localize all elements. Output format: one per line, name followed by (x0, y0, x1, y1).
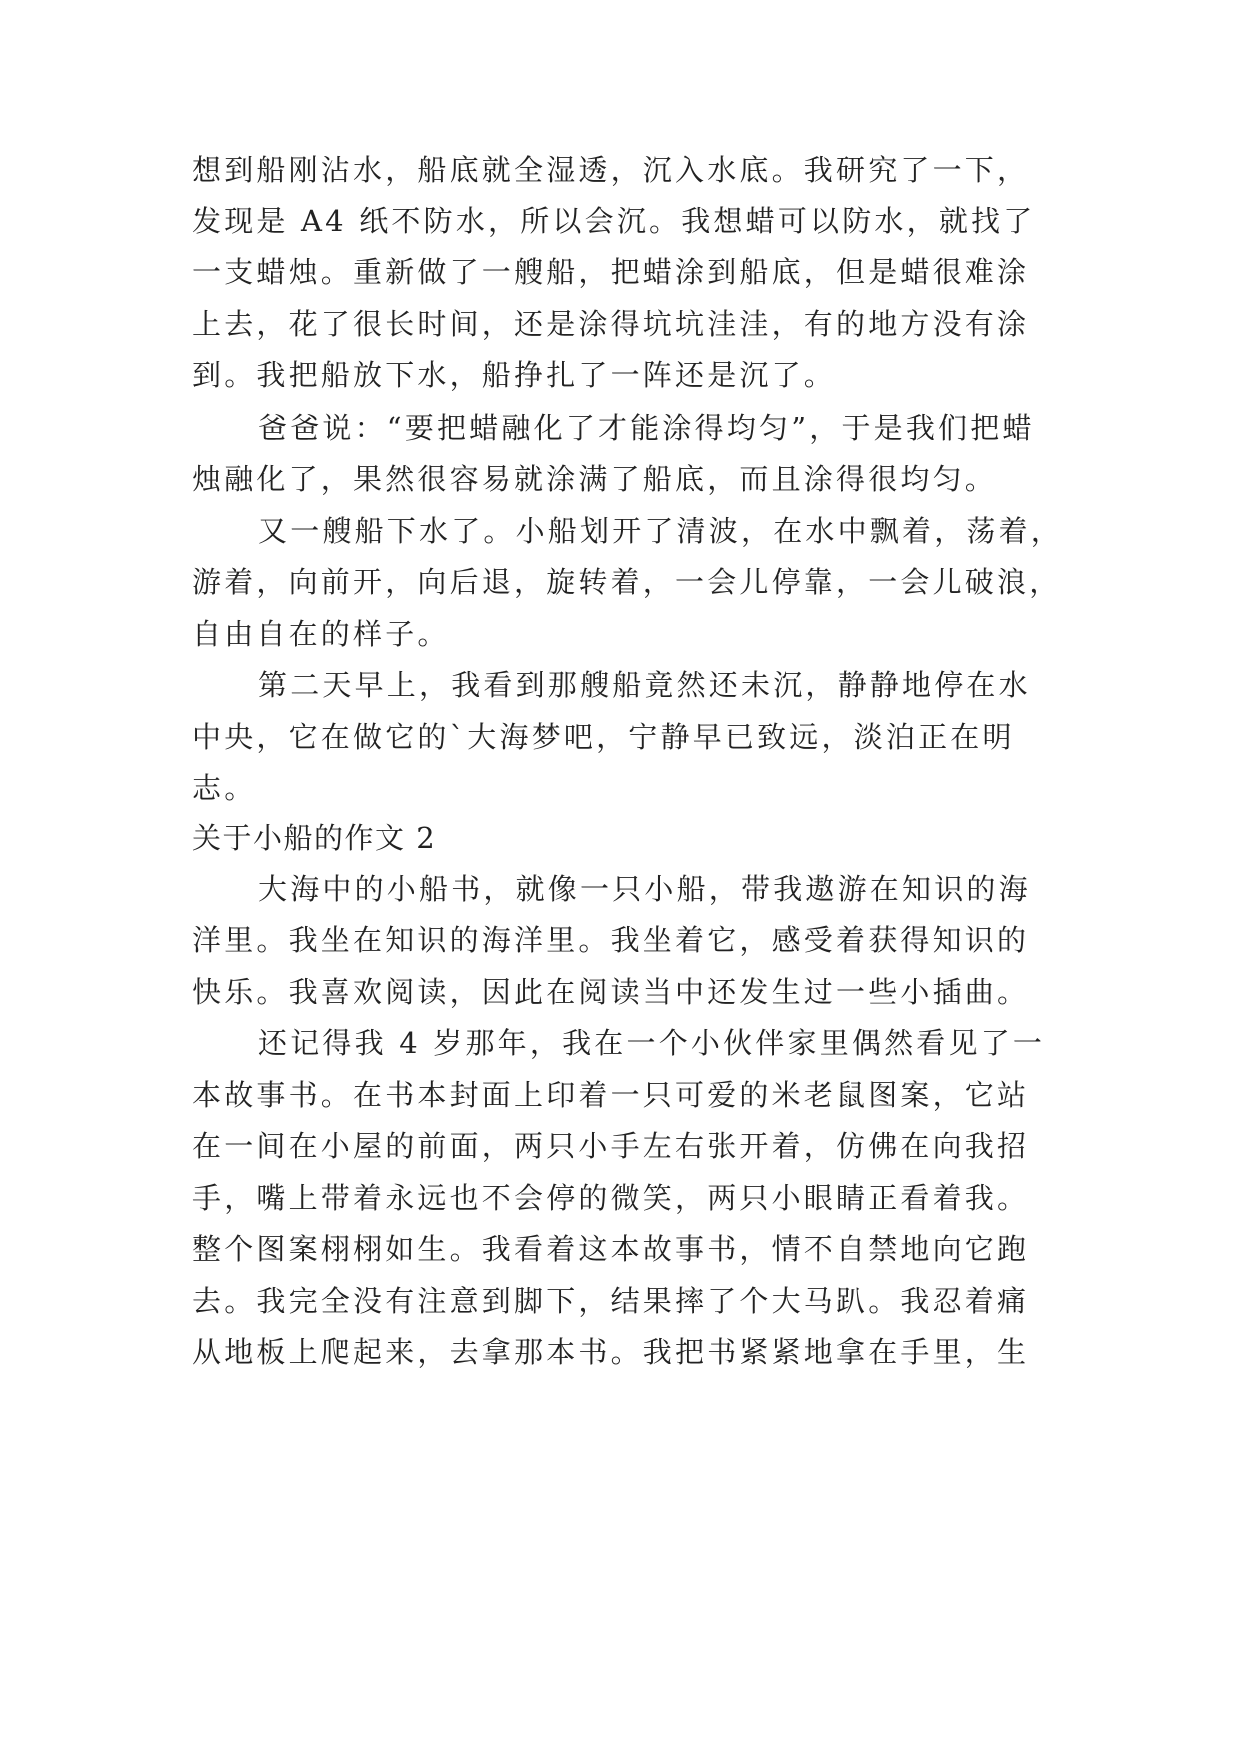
paragraph-6-line-2: 本故事书。在书本封面上印着一只可爱的米老鼠图案，它站 (192, 1078, 1030, 1112)
paragraph-6-line-3: 在一间在小屋的前面，两只小手左右张开着，仿佛在向我招 (192, 1129, 1030, 1163)
paragraph-1-line-5: 到。我把船放下水，船挣扎了一阵还是沉了。 (192, 358, 837, 392)
paragraph-4-line-1: 第二天早上，我看到那艘船竟然还未沉，静静地停在水 (258, 668, 1031, 702)
paragraph-5-line-1: 大海中的小船书，就像一只小船，带我遨游在知识的海 (258, 872, 1031, 906)
paragraph-5-line-3: 快乐。我喜欢阅读，因此在阅读当中还发生过一些小插曲。 (192, 975, 1030, 1009)
paragraph-6-line-5: 整个图案栩栩如生。我看着这本故事书，情不自禁地向它跑 (192, 1232, 1030, 1266)
paragraph-6-line-4: 手，嘴上带着永远也不会停的微笑，两只小眼睛正看着我。 (192, 1181, 1030, 1215)
paragraph-4-line-3: 志。 (192, 771, 257, 805)
paragraph-1-line-4: 上去，花了很长时间，还是涂得坑坑洼洼，有的地方没有涂 (192, 307, 1030, 341)
paragraph-6-line-6: 去。我完全没有注意到脚下，结果摔了个大马趴。我忍着痛 (192, 1284, 1030, 1318)
paragraph-3-line-2: 游着，向前开，向后退，旋转着，一会儿停靠，一会儿破浪， (192, 565, 1062, 599)
paragraph-1-line-3: 一支蜡烛。重新做了一艘船，把蜡涂到船底，但是蜡很难涂 (192, 255, 1030, 289)
paragraph-5-line-2: 洋里。我坐在知识的海洋里。我坐着它，感受着获得知识的 (192, 923, 1030, 957)
paragraph-4-line-2: 中央，它在做它的`大海梦吧，宁静早已致远，淡泊正在明 (192, 720, 1015, 754)
paragraph-6-line-7: 从地板上爬起来，去拿那本书。我把书紧紧地拿在手里，生 (192, 1335, 1030, 1369)
paragraph-1-line-2: 发现是 A4 纸不防水，所以会沉。我想蜡可以防水，就找了 (192, 204, 1036, 238)
paragraph-6-line-1: 还记得我 4 岁那年，我在一个小伙伴家里偶然看见了一 (258, 1026, 1046, 1060)
section-heading: 关于小船的作文 2 (192, 821, 437, 855)
paragraph-1-line-1: 想到船刚沾水，船底就全湿透，沉入水底。我研究了一下， (192, 153, 1030, 187)
paragraph-3-line-3: 自由自在的样子。 (192, 617, 450, 651)
paragraph-2-line-1: 爸爸说：“要把蜡融化了才能涂得均匀”，于是我们把蜡 (258, 411, 1035, 445)
paragraph-2-line-2: 烛融化了，果然很容易就涂满了船底，而且涂得很均匀。 (192, 462, 998, 496)
paragraph-3-line-1: 又一艘船下水了。小船划开了清波，在水中飘着，荡着， (258, 514, 1064, 548)
